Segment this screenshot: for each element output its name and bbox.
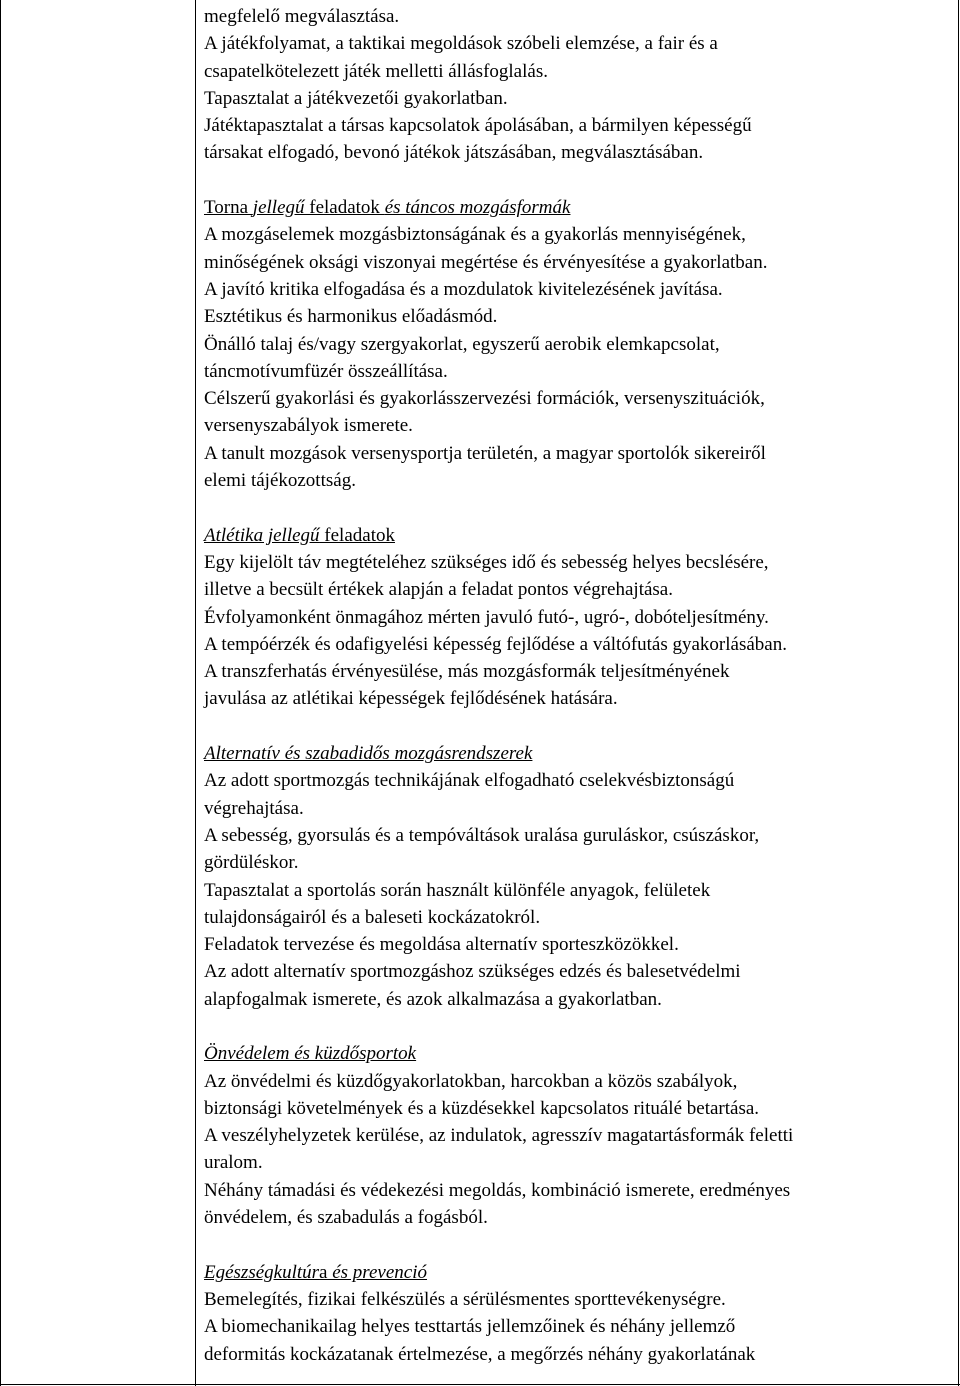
heading-part: feladatok (319, 524, 395, 546)
section-heading (204, 1040, 954, 1067)
heading-part: a (319, 1261, 328, 1283)
section (204, 522, 954, 713)
heading-part: Alternatív és szabadidős mozgásrendszerek (204, 743, 533, 765)
section-line: A sebesség, gyorsulás és a tempóváltások uralása guruláskor, csúszáskor, (204, 824, 760, 846)
section-line: A veszélyhelyzetek kerülése, az indulatok, agresszív magatartásformák feletti (204, 1125, 794, 1147)
table-bottom-border (0, 1384, 960, 1385)
intro-line: A játékfolyamat, a taktikai megoldások szóbeli elemzése, a fair és a (204, 33, 718, 55)
section-line: uralom. (204, 1152, 263, 1174)
section (204, 740, 954, 1013)
heading-part: Egészségkultúr (204, 1261, 320, 1283)
section-heading (204, 1259, 954, 1286)
section (204, 1040, 954, 1231)
intro-line: társakat elfogadó, bevonó játékok játszásában, megválasztásában. (204, 142, 704, 164)
curriculum-text (204, 3, 954, 1368)
section-line: táncmotívumfüzér összeállítása. (204, 360, 448, 382)
section-line: deformitás kockázatanak értelmezése, a megőrzés néhány gyakorlatának (204, 1343, 756, 1365)
section-line: A tempóérzék és odafigyelési képesség fejlődése a váltófutás gyakorlásában. (204, 633, 787, 655)
section-line: versenyszabályok ismerete. (204, 415, 413, 437)
section-line: önvédelem, és szabadulás a fogásból. (204, 1207, 488, 1229)
heading-part: Önvédelem és küzdősportok (204, 1043, 417, 1065)
section-line: Esztétikus és harmonikus előadásmód. (204, 306, 498, 328)
section-heading (204, 522, 954, 549)
section-line: illetve a becsült értékek alapján a feladat pontos végrehajtása. (204, 579, 673, 601)
section-spacer (204, 713, 954, 740)
heading-part: feladatok (304, 197, 385, 219)
section-line: javulása az atlétikai képességek fejlődésének hatására. (204, 688, 618, 710)
section-line: biztonsági követelmények és a küzdésekkel kapcsolatos rituálé betartása. (204, 1097, 760, 1119)
heading-part: és prevenció (327, 1261, 428, 1283)
section-spacer (204, 167, 954, 194)
section-line: A tanult mozgások versenysportja területén, a magyar sportolók sikereiről (204, 442, 766, 464)
section-spacer (204, 494, 954, 521)
section-line: Önálló talaj és/vagy szergyakorlat, egyszerű aerobik elemkapcsolat, (204, 333, 720, 355)
section-spacer (204, 1013, 954, 1040)
intro-line: csapatelkötelezett játék melletti állásfoglalás. (204, 60, 548, 82)
section-line: minőségének oksági viszonyai megértése és érvényesítése a gyakorlatban. (204, 251, 768, 273)
section-line: végrehajtása. (204, 797, 304, 819)
section-line: gördüléskor. (204, 852, 299, 874)
section-heading (204, 740, 954, 767)
section-line: Az önvédelmi és küzdőgyakorlatokban, harcokban a közös szabályok, (204, 1070, 738, 1092)
section-line: Évfolyamonként önmagához mérten javuló futó-, ugró-, dobóteljesítmény. (204, 606, 769, 628)
section-line: Az adott alternatív sportmozgáshoz szükséges edzés és balesetvédelmi (204, 961, 741, 983)
heading-part: Atlétika jellegű (204, 524, 320, 546)
table-left-column (0, 0, 196, 1386)
section-line: A javító kritika elfogadása és a mozdulatok kivitelezésének javítása. (204, 278, 723, 300)
section-line: Néhány támadási és védekezési megoldás, kombináció ismerete, eredményes (204, 1179, 791, 1201)
section (204, 194, 954, 494)
intro-line: Játéktapasztalat a társas kapcsolatok ápolásában, a bármilyen képességű (204, 115, 752, 137)
section-line: Célszerű gyakorlási és gyakorlásszervezési formációk, versenyszituációk, (204, 388, 765, 410)
section-line: elemi tájékozottság. (204, 470, 356, 492)
heading-part: jellegű (252, 197, 305, 219)
section-line: Egy kijelölt táv megtételéhez szükséges idő és sebesség helyes becslésére, (204, 551, 769, 573)
intro-line: megfelelő megválasztása. (204, 6, 400, 27)
section-line: tulajdonságairól és a baleseti kockázatokról. (204, 906, 541, 928)
section-line: Feladatok tervezése és megoldása alternatív sporteszközökkel. (204, 934, 679, 956)
sections-block (204, 167, 954, 1368)
section-spacer (204, 1231, 954, 1258)
section-line: Az adott sportmozgás technikájának elfogadható cselekvésbiztonságú (204, 770, 735, 792)
intro-line: Tapasztalat a játékvezetői gyakorlatban. (204, 87, 508, 109)
section-line: A mozgáselemek mozgásbiztonságának és a gyakorlás mennyiségének, (204, 224, 746, 246)
heading-part: Torna (204, 197, 253, 219)
section-heading (204, 194, 954, 221)
section-line: A biomechanikailag helyes testtartás jellemzőinek és néhány jellemző (204, 1316, 736, 1338)
section (204, 1259, 954, 1368)
section-line: alapfogalmak ismerete, és azok alkalmazása a gyakorlatban. (204, 988, 662, 1010)
intro-block (204, 3, 954, 167)
section-line: A transzferhatás érvényesülése, más mozgásformák teljesítményének (204, 661, 730, 683)
section-line: Bemelegítés, fizikai felkészülés a sérülésmentes sporttevékenységre. (204, 1288, 726, 1310)
heading-part: és táncos mozgásformák (384, 197, 571, 219)
section-line: Tapasztalat a sportolás során használt különféle anyagok, felületek (204, 879, 711, 901)
